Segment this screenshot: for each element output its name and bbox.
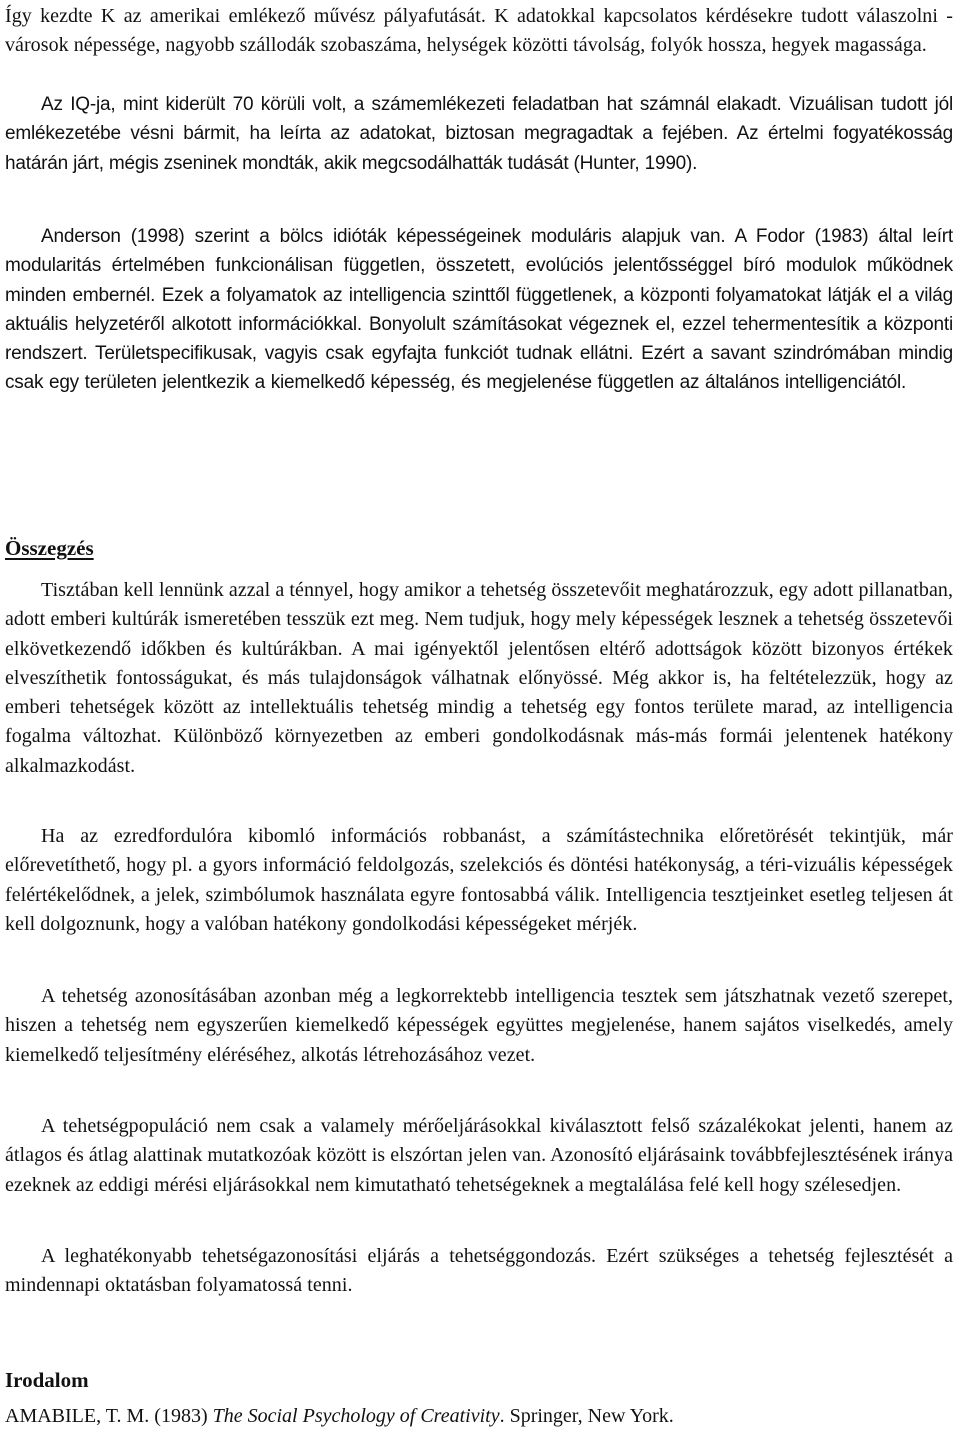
paragraph-summary-1: Tisztában kell lennünk azzal a ténnyel, hogy amikor a tehetség összetevőit meghatározzuk, egy adott pillanatban, adott emberi kultúrák ismeretében tesszük ezt meg. Nem tudjuk, hogy mely képességek lesznek a tehetség összetevői elkövetkezendő időkben és kultúrákban. A mai igényektől jelentősen eltérő adottságok között bizonyos értékek elveszíthetik fontosságukat, és más tulajdonságok válhatnak előnyössé. Még akkor is, ha feltételezzük, hogy az emberi tehetségek között az intellektuális tehetség mindig a tehetség egy fontos területe marad, az intelligencia fogalma változhat. Különböző környezetben az emberi gondolkodásnak más-más formái jelentenek hatékony alkalmazkodást.	[5, 579, 953, 777]
reference-entry	[5, 1402, 674, 1431]
paragraph-modularity: Anderson (1998) szerint a bölcs idióták képességeinek moduláris alapjuk van. A Fodor (1983) által leírt modularitás értelmében funkcionálisan független, összetett, evolúciós jelentősséggel bíró modulok működnek minden embernél. Ezek a folyamatok az intelligencia szinttől függetlenek, a központi folyamatokat látják el a világ aktuális helyzetéről alkotott információkkal. Bonyolult számításokat végeznek el, ezzel tehermentesítik a központi rendszert. Területspecifikusak, vagyis csak egyfajta funkciót tudnak ellátni. Ezért a savant szindrómában mindig csak egy területen jelentkezik a kiemelkedő képesség, és megjelenése független az általános intelligenciától.	[5, 226, 953, 394]
reference-author-initials: , T. M. (1983)	[96, 1405, 213, 1427]
paragraph-intro: Így kezdte K az amerikai emlékező művész pályafutását. K adatokkal kapcsolatos kérdésekre tudott válaszolni - városok népessége, nagyobb szállodák szobaszáma, helységek közötti távolság, folyók hossza, hegyek magassága.	[5, 5, 953, 57]
reference-title: The Social Psychology of Creativity	[212, 1405, 500, 1427]
paragraph-summary-5: A leghatékonyabb tehetségazonosítási eljárás a tehetséggondozás. Ezért szükséges a tehetség fejlesztését a mindennapi oktatásban folyamatossá tenni.	[5, 1245, 953, 1297]
reference-publisher: . Springer, New York.	[499, 1405, 674, 1427]
paragraph-summary-3: A tehetség azonosításában azonban még a legkorrektebb intelligencia tesztek sem játszhatnak vezető szerepet, hiszen a tehetség nem egyszerűen kiemelkedő képességek együttes megjelenése, hanem sajátos viselkedés, amely kiemelkedő teljesítmény eléréséhez, alkotás létrehozásához vezet.	[5, 985, 953, 1066]
paragraph-iq: Az IQ-ja, mint kiderült 70 körüli volt, a számemlékezeti feladatban hat számnál elakadt. Vizuálisan tudott jól emlékezetébe vésni bármit, ha leírta az adatokat, biztosan megragadtak a fejében. Az értelmi fogyatékosság határán járt, mégis zseninek mondták, akik megcsodálhatták tudását (Hunter, 1990).	[5, 94, 953, 174]
paragraph-summary-2: Ha az ezredfordulóra kibomló információs robbanást, a számítástechnika előretörését tekintjük, már előrevetíthető, hogy pl. a gyors információ feldolgozás, szelekciós és döntési hatékonyság, a téri-vizuális képességek felértékelődnek, a jelek, szimbólumok használata egyre fontosabbá válik. Intelligencia tesztjeinket esetleg teljesen át kell dolgoznunk, hogy a valóban hatékony gondolkodási képességeket mérjék.	[5, 825, 953, 935]
references-heading: Irodalom	[5, 1368, 89, 1392]
summary-heading: Összegzés	[5, 536, 94, 560]
paragraph-summary-4: A tehetségpopuláció nem csak a valamely mérőeljárásokkal kiválasztott felső százalékokat jelenti, hanem az átlagos és átlag alattinak mutatkozóak között is elszórtan jelen van. Azonosító eljárásaink továbbfejlesztésének iránya ezeknek az eddigi mérési eljárásokkal nem kimutatható tehetségeknek a megtalálása felé kell hogy szélesedjen.	[5, 1115, 953, 1196]
reference-author-rest: MABILE	[19, 1405, 97, 1427]
reference-author-initial: A	[5, 1405, 20, 1427]
